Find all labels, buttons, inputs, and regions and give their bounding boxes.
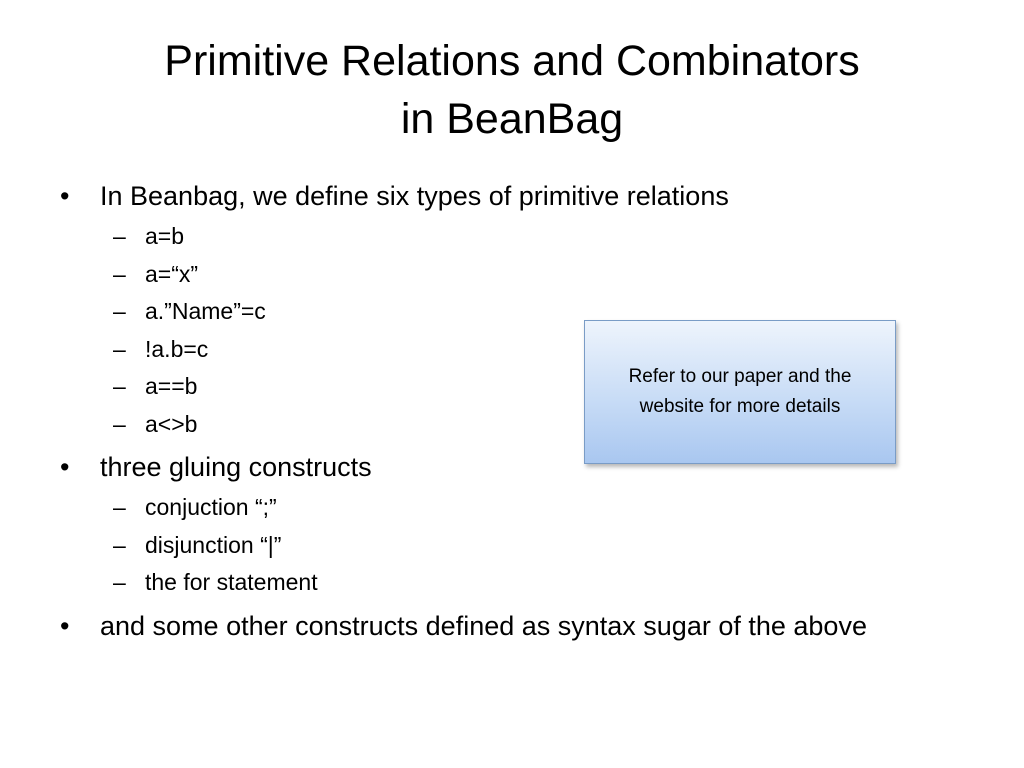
sub-bullet-text: !a.b=c: [145, 335, 209, 362]
dash-icon: –: [113, 260, 126, 287]
dash-icon: –: [113, 410, 126, 437]
sub-bullet-text: a<>b: [145, 410, 198, 437]
bullet-text: three gluing constructs: [100, 452, 372, 482]
sub-bullet-text: a.”Name”=c: [145, 298, 266, 324]
sub-bullet-item: [100, 218, 940, 256]
dash-icon: –: [113, 298, 126, 324]
bullet-dot-icon: •: [60, 610, 70, 641]
sub-bullet-text: a=“x”: [145, 260, 199, 287]
bullet-dot-icon: •: [60, 452, 70, 482]
bullet-text: and some other constructs defined as syntax sugar of the above: [100, 610, 867, 641]
dash-icon: –: [113, 373, 126, 399]
sub-bullet-item: [100, 527, 940, 565]
bullet-item: [60, 449, 940, 602]
dash-icon: –: [113, 335, 126, 362]
sub-bullet-list: [100, 489, 940, 602]
sub-bullet-text: a=b: [145, 223, 185, 249]
slide-title: [40, 32, 984, 148]
dash-icon: –: [113, 531, 126, 558]
sub-bullet-item: [100, 256, 940, 294]
slide-title-line-2: in BeanBag: [400, 95, 624, 143]
bullet-text: In Beanbag, we define six types of primitive relations: [100, 181, 729, 211]
callout-text: Refer to our paper and the website for more details: [628, 366, 852, 417]
bullet-item: [60, 608, 940, 644]
slide-title-line-1: Primitive Relations and Combinators: [164, 37, 860, 85]
callout-box: [584, 320, 896, 464]
sub-bullet-item: [100, 564, 940, 602]
sub-bullet-text: a==b: [145, 373, 198, 399]
sub-bullet-text: the for statement: [145, 569, 318, 595]
dash-icon: –: [113, 223, 126, 249]
dash-icon: –: [113, 569, 126, 595]
dash-icon: –: [113, 494, 126, 520]
sub-bullet-text: conjuction “;”: [145, 494, 277, 520]
sub-bullet-text: disjunction “|”: [145, 531, 282, 558]
sub-bullet-item: [100, 489, 940, 527]
bullet-dot-icon: •: [60, 181, 70, 211]
